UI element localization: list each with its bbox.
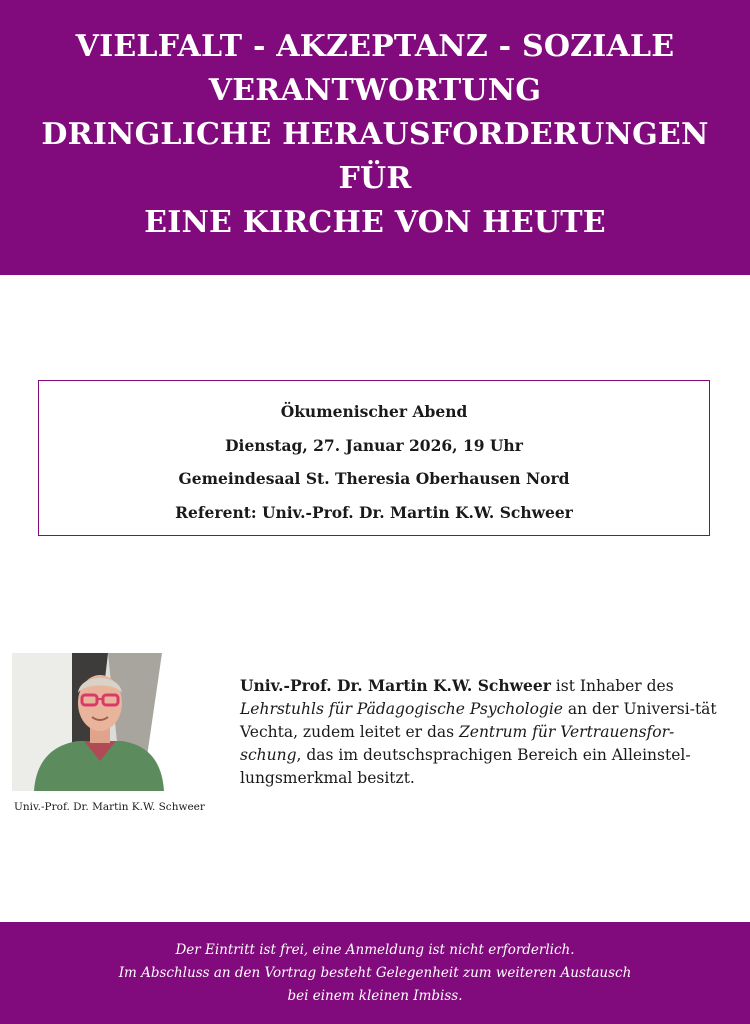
footer-line: Der Eintritt ist frei, eine Anmeldung ist nicht erforderlich. [175,941,575,958]
footer-line: bei einem kleinen Imbiss. [287,987,463,1004]
event-type: Ökumenischer Abend [280,402,468,421]
event-info-box [38,380,710,536]
bio-chair: Lehrstuhls für Pädagogische Psychologie [240,700,563,718]
footer-banner [0,922,750,1024]
title-line: EINE KIRCHE VON HEUTE [144,204,606,240]
bio-text: , das im deutschsprachigen Bereich ein Alleinstel-lungsmerkmal besitzt. [240,746,691,787]
page-title [25,25,725,245]
event-date: Dienstag, 27. Januar 2026, 19 Uhr [225,435,523,455]
bio-text: ist Inhaber des [550,677,674,695]
footer-line: Im Abschluss an den Vortrag besteht Gelegenheit zum weiteren Austausch [118,964,632,981]
header-banner [0,0,750,275]
bio-text: an der Universi-tät Vechta, zudem leitet er das [240,700,717,741]
bio-name: Univ.-Prof. Dr. Martin K.W. Schweer [240,676,551,695]
title-line: VERANTWORTUNG [208,72,542,108]
event-location: Gemeindesaal St. Theresia Oberhausen Nord [178,469,570,488]
photo-caption: Univ.-Prof. Dr. Martin K.W. Schweer [14,801,205,813]
bio-center: Zentrum für Vertrauensfor-schung [240,723,675,764]
speaker-photo [12,653,220,791]
speaker-bio [240,674,728,790]
event-speaker: Referent: Univ.-Prof. Dr. Martin K.W. Schweer [175,502,573,522]
title-line: VIELFALT - AKZEPTANZ - SOZIALE [75,28,675,64]
title-line: DRINGLICHE HERAUSFORDERUNGEN FÜR [41,116,709,196]
speaker-portrait-image [12,653,220,791]
